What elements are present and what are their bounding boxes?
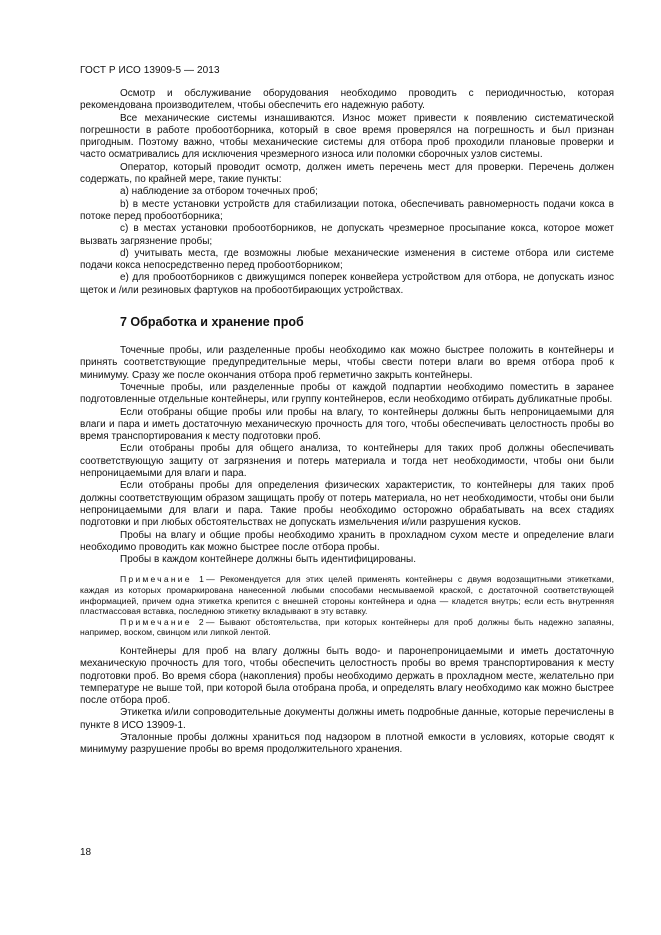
paragraph: Все механические системы изнашиваются. Износ может привести к появлению систематической погрешности в работе пробоотборника, который в свое время проверялся на погрешность и был признан пригодным. Поэтому важно, чтобы механические системы для отбора проб проходили плановые проверки и часто осматривались для исключения чрезмерного износа или поломки сборочных узлов системы. (80, 112, 614, 161)
list-item: с) в местах установки пробоотборников, не допускать чрезмерное просыпание кокса, которое может вызвать загрязнение пробы; (80, 223, 614, 247)
page-number: 18 (80, 847, 92, 858)
list-item: а) наблюдение за отбором точечных проб; (120, 186, 318, 198)
paragraph: Оператор, который проводит осмотр, должен иметь перечень мест для проверки. Перечень должен содержать, по крайней мере, такие пункты: (80, 161, 614, 186)
list-item: е) для пробоотборников с движущимся поперек конвейера устройством для отбора, не допускать износ щеток и /или резиновых фартуков на пробоотбирающих устройствах. (80, 272, 614, 296)
paragraph: Осмотр и обслуживание оборудования необходимо проводить с периодичностью, которая рекомендована производителем, чтобы обеспечить его надежную работу. (80, 88, 614, 112)
standard-header: ГОСТ Р ИСО 13909-5 — 2013 (80, 65, 220, 76)
paragraph: Точечные пробы, или разделенные пробы необходимо как можно быстрее положить в контейнеры и принять соответствующие предупредительные меры, чтобы свести потери влаги во время отбора проб к минимуму. Сразу же после окончания отбора проб герметично закрыть контейнеры. (80, 345, 614, 381)
paragraph: Пробы в каждом контейнере должны быть идентифицированы. (120, 554, 417, 566)
list-item: b) в месте установки устройств для стабилизации потока, обеспечивать равномерность подачи кокса в потоке перед пробоотборника; (80, 198, 614, 222)
note-text: — Рекомендуется для этих целей применять контейнеры с двумя водозащитными этикетками, каждая из которых промаркирована нанесенной любыми способами несмываемой краской, с достаточной соответствующей информацией, причем одна этикетка крепится с внешней стороны контейнера и одна — кладется внутрь; если есть внутренняя пластмассовая вставка, последнюю этикетку вкладывают в эту вставку. (80, 574, 614, 617)
section-heading: 7 Обработка и хранение проб (120, 315, 304, 330)
paragraph: Точечные пробы, или разделенные пробы от каждой подпартии необходимо поместить в заранее подготовленные отдельные контейнеры, или группу контейнеров, если необходимо отбирать дубликатные пробы. (80, 381, 614, 406)
note (80, 574, 614, 616)
paragraph: Если отобраны пробы для определения физических характеристик, то контейнеры для таких проб должны соответствующим образом защищать пробу от потерь материала, но нет необходимости, чтобы они были непроницаемыми для влаги и пара. Такие пробы необходимо осторожно обрабатывать на всех стадиях подготовки и при любых обстоятельствах не допускать измельчения и/или разрушения кусков. (80, 480, 614, 529)
paragraph: Если отобраны общие пробы или пробы на влагу, то контейнеры должны быть непроницаемыми для влаги и пара и иметь достаточную механическую прочность для того, чтобы обеспечивать целостность пробы во время транспортирования к месту подготовки проб. (80, 406, 614, 443)
note (80, 617, 614, 638)
paragraph: Этикетка и/или сопроводительные документы должны иметь подробные данные, которые перечислены в пункте 8 ИСО 13909-1. (80, 707, 614, 731)
paragraph: Контейнеры для проб на влагу должны быть водо- и паронепроницаемыми и иметь достаточную механическую прочность для того, чтобы обеспечить целостность пробы во время транспортирования к месту подготовки проб. Во время сбора (накопления) пробы необходимо держать в прохладном месте, желательно при температуре не выше той, при которой была отобрана проба, и определять влагу необходимо как можно быстрее после отбора проб. (80, 645, 614, 707)
paragraph: Пробы на влагу и общие пробы необходимо хранить в прохладном сухом месте и определение влаги необходимо проводить как можно быстрее после отбора пробы. (80, 529, 614, 553)
document-body (80, 88, 614, 757)
note-label: Примечание 1 (120, 574, 207, 585)
paragraph: Если отобраны пробы для общего анализа, то контейнеры для таких проб должны обеспечивать соответствующую защиту от загрязнения и потерь материала и тогда нет необходимости, чтобы они были непроницаемыми для влаги и пара. (80, 443, 614, 480)
list-item: d) учитывать места, где возможны любые механические изменения в системе отбора или системе подачи кокса непосредственно перед пробоотборником; (80, 247, 614, 272)
paragraph: Эталонные пробы должны храниться под надзором в плотной емкости в условиях, которые сводят к минимуму разрушение пробы во время продолжительного хранения. (80, 732, 614, 756)
note-label: Примечание 2 (120, 616, 206, 627)
note-text: — Бывают обстоятельства, при которых контейнеры для проб должны быть надежно запаяны, например, воском, свинцом или липкой лентой. (80, 616, 614, 638)
